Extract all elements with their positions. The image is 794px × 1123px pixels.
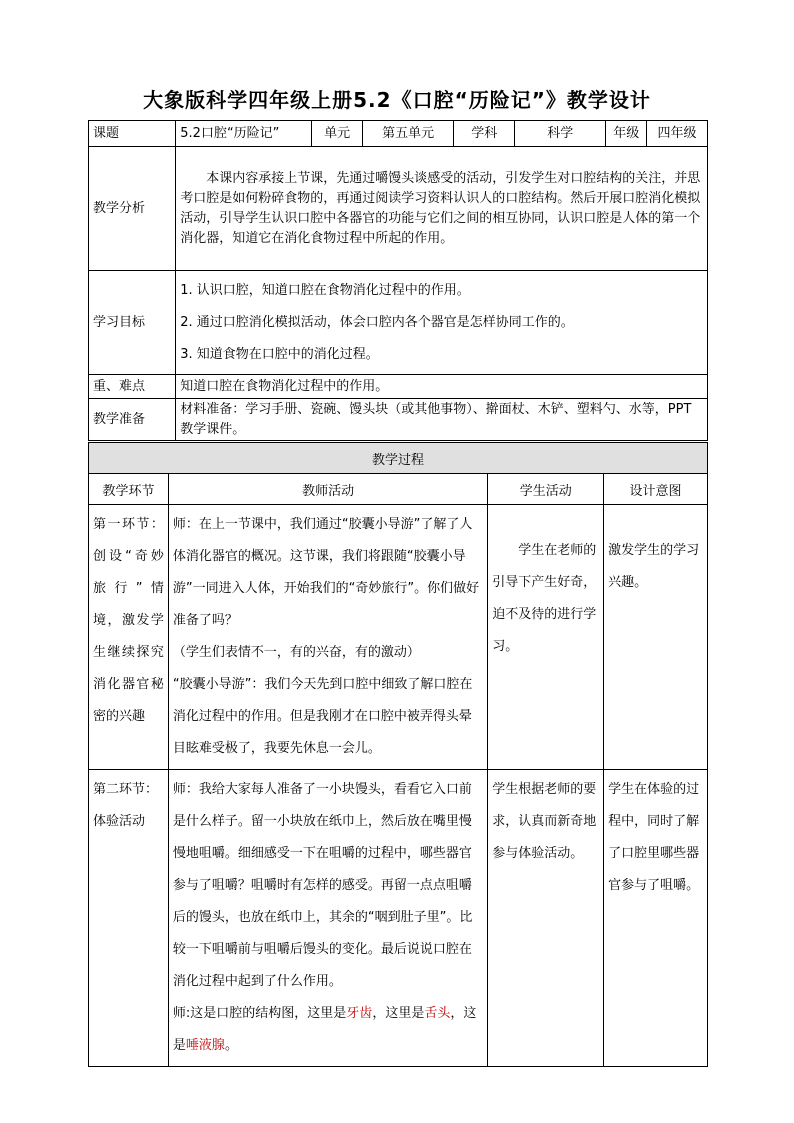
stage1-teacher-para: 师：在上一节课中，我们通过“胶囊小导游”了解了人体消化器官的概况。这节课，我们将跟随“胶囊小导游”一同进入人体，开始我们的“奇妙旅行”。你们做好准备了吗？ bbox=[172, 517, 480, 628]
goals-row bbox=[89, 271, 708, 375]
stage1-teacher bbox=[168, 505, 487, 770]
stage2-teacher-para: 师：我给大家每人准备了一小块馒头，看看它入口前是什么样子。留一小块放在纸巾上，然后放在嘴里慢慢地咀嚼。细细感受一下在咀嚼的过程中，哪些器官参与了咀嚼？咀嚼时有怎样的感受。再留一点点咀嚼后的馒头，也放在纸巾上，其余的“咽到肚子里”。比较一下咀嚼前与咀嚼后馒头的变化。最后说说口腔在消化过程中起到了什么作用。 bbox=[172, 782, 473, 989]
prep-row bbox=[89, 399, 708, 441]
goal-item: 3. 知道食物在口腔中的消化过程。 bbox=[180, 346, 379, 362]
goals-list bbox=[176, 271, 708, 375]
process-table bbox=[88, 442, 708, 1067]
stage1-teacher-para: （学生们表情不一，有的兴奋，有的激动） bbox=[172, 645, 420, 660]
overview-table bbox=[88, 120, 708, 441]
column-header-teacher: 教师活动 bbox=[168, 474, 487, 505]
document-title: 大象版科学四年级上册5.2《口腔“历险记”》教学设计 bbox=[143, 88, 651, 112]
column-header-student: 学生活动 bbox=[488, 474, 604, 505]
term-tongue: 舌头 bbox=[424, 1006, 451, 1021]
prep-text: 材料准备：学习手册、瓷碗、馒头块（或其他事物）、擀面杖、木铲、塑料勺、水等，PPT教学课件。 bbox=[176, 399, 708, 441]
column-header-row bbox=[89, 474, 708, 505]
stage1-intent: 激发学生的学习兴趣。 bbox=[604, 505, 708, 770]
subject-label: 学科 bbox=[454, 121, 515, 147]
column-header-stage: 教学环节 bbox=[89, 474, 169, 505]
stage2-tail-text: 。 bbox=[224, 1038, 238, 1053]
grade-value: 四年级 bbox=[647, 121, 708, 147]
stage2-row bbox=[89, 770, 708, 1067]
analysis-row bbox=[89, 147, 708, 271]
analysis-label: 教学分析 bbox=[89, 147, 176, 271]
stage2-student: 学生根据老师的要求，认真而新奇地参与体验活动。 bbox=[488, 770, 604, 1067]
subject-value: 科学 bbox=[515, 121, 606, 147]
process-header: 教学过程 bbox=[89, 443, 708, 474]
topic-row bbox=[89, 121, 708, 147]
goal-item: 2. 通过口腔消化模拟活动，体会口腔内各个器官是怎样协同工作的。 bbox=[180, 314, 574, 330]
column-header-intent: 设计意图 bbox=[604, 474, 708, 505]
analysis-text: 本课内容承接上节课，先通过嚼馒头谈感受的活动，引发学生对口腔结构的关注，并思考口腔是如何粉碎食物的，再通过阅读学习资料认识人的口腔结构。然后开展口腔消化模拟活动，引导学生认识口腔中各器官的功能与它们之间的相互协同，认识口腔是人体的第一个消化器，知道它在消化食物过程中所起的作用。 bbox=[176, 147, 708, 271]
key-row bbox=[89, 375, 708, 399]
stage1-name: 第一环节：创设“奇妙旅行”情境，激发学生继续探究消化器官秘密的兴趣 bbox=[89, 505, 169, 770]
stage2-tail-text: 师:这是口腔的结构图，这里是 bbox=[172, 1006, 347, 1021]
stage2-name bbox=[89, 770, 169, 1067]
prep-label: 教学准备 bbox=[89, 399, 176, 441]
stage2-name-line2: 体验活动 bbox=[93, 814, 146, 829]
stage2-tail-text: ，这里是 bbox=[372, 1006, 425, 1021]
stage2-tail-text: ，这是 bbox=[172, 1006, 477, 1053]
stage2-name-line1: 第二环节： bbox=[93, 782, 159, 797]
stage1-row bbox=[89, 505, 708, 770]
unit-label: 单元 bbox=[312, 121, 363, 147]
unit-value: 第五单元 bbox=[362, 121, 453, 147]
term-teeth: 牙齿 bbox=[346, 1006, 373, 1021]
goals-label: 学习目标 bbox=[89, 271, 176, 375]
stage2-intent: 学生在体验的过程中，同时了解了口腔里哪些器官参与了咀嚼。 bbox=[604, 770, 708, 1067]
process-header-row bbox=[89, 443, 708, 474]
key-text: 知道口腔在食物消化过程中的作用。 bbox=[176, 375, 708, 399]
stage2-teacher bbox=[168, 770, 487, 1067]
grade-label: 年级 bbox=[606, 121, 647, 147]
stage1-student: 学生在老师的引导下产生好奇，迫不及待的进行学习。 bbox=[488, 505, 604, 770]
topic-value: 5.2口腔“历险记” bbox=[176, 121, 312, 147]
stage2-teacher-tail bbox=[173, 998, 483, 1062]
key-label: 重、难点 bbox=[89, 375, 176, 399]
term-saliva-gland: 唾液腺 bbox=[185, 1038, 225, 1053]
topic-label: 课题 bbox=[89, 121, 176, 147]
stage1-teacher-para: “胶囊小导游”：我们今天先到口腔中细致了解口腔在消化过程中的作用。但是我刚才在口腔中被弄得头晕目眩难受极了，我要先休息一会儿。 bbox=[172, 677, 473, 756]
goal-item: 1. 认识口腔，知道口腔在食物消化过程中的作用。 bbox=[180, 282, 470, 298]
